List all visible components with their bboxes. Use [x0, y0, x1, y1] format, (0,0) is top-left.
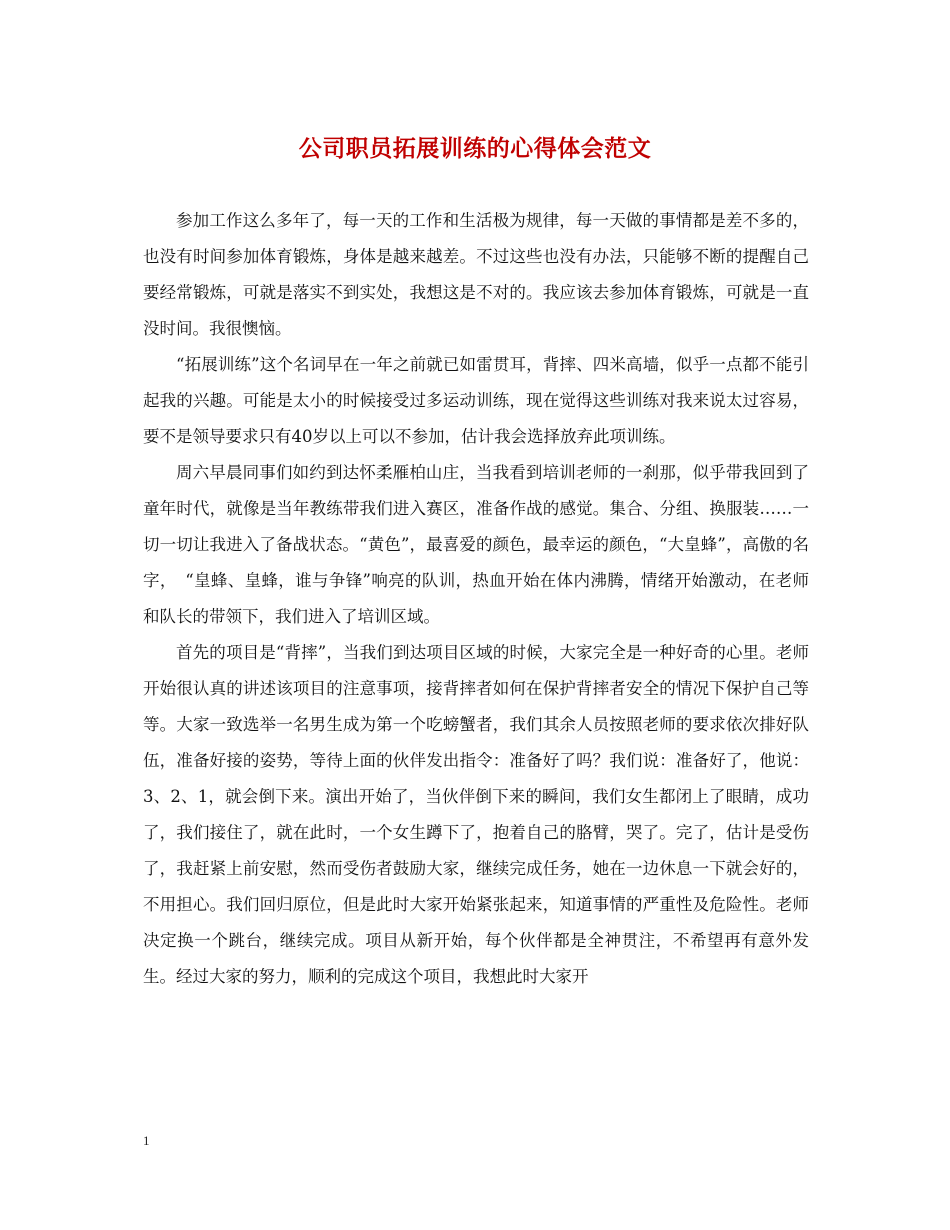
- document-title: 公司职员拓展训练的心得体会范文: [298, 135, 652, 162]
- paragraph: 周六早晨同事们如约到达怀柔雁柏山庄，当我看到培训老师的一刹那，似乎带我回到了童年时代，就像是当年教练带我们进入赛区，准备作战的感觉。集合、分组、换服装……一切一切让我进入了备战状态。“黄色”，最喜爱的颜色，最幸运的颜色，“大皇蜂”，高傲的名字， “皇蜂、皇蜂，谁与争锋”响亮的队训，热血开始在体内沸腾，情绪开始激动，在老师和队长的带领下，我们进入了培训区域。: [143, 463, 809, 626]
- paragraph: 参加工作这么多年了，每一天的工作和生活极为规律，每一天做的事情都是差不多的，也没有时间参加体育锻炼，身体是越来越差。不过这些也没有办法，只能够不断的提醒自己要经常锻炼，可就是落实不到实处，我想这是不对的。我应该去参加体育锻炼，可就是一直没时间。我很懊恼。: [143, 211, 809, 338]
- paragraph: “拓展训练”这个名词早在一年之前就已如雷贯耳，背摔、四米高墙，似乎一点都不能引起我的兴趣。可能是太小的时候接受过多运动训练，现在觉得这些训练对我来说太过容易，要不是领导要求只有40岁以上可以不参加，估计我会选择放弃此项训练。: [143, 355, 809, 446]
- paragraph: 首先的项目是“背摔”，当我们到达项目区域的时候，大家完全是一种好奇的心里。老师开始很认真的讲述该项目的注意事项，接背摔者如何在保护背摔者安全的情况下保护自己等等。大家一致选举一名男生成为第一个吃螃蟹者，我们其余人员按照老师的要求依次排好队伍，准备好接的姿势，等待上面的伙伴发出指令：准备好了吗？我们说：准备好了，他说：3、2、1，就会倒下来。演出开始了，当伙伴倒下来的瞬间，我们女生都闭上了眼睛，成功了，我们接住了，就在此时，一个女生蹲下了，抱着自己的胳臂，哭了。完了，估计是受伤了，我赶紧上前安慰，然而受伤者鼓励大家，继续完成任务，她在一边休息一下就会好的，不用担心。我们回归原位，但是此时大家开始紧张起来，知道事情的严重性及危险性。老师决定换一个跳台，继续完成。项目从新开始，每个伙伴都是全神贯注，不希望再有意外发生。经过大家的努力，顺利的完成这个项目，我想此时大家开: [143, 643, 809, 986]
- page-number: 1: [143, 1133, 150, 1148]
- document-body: [143, 203, 809, 995]
